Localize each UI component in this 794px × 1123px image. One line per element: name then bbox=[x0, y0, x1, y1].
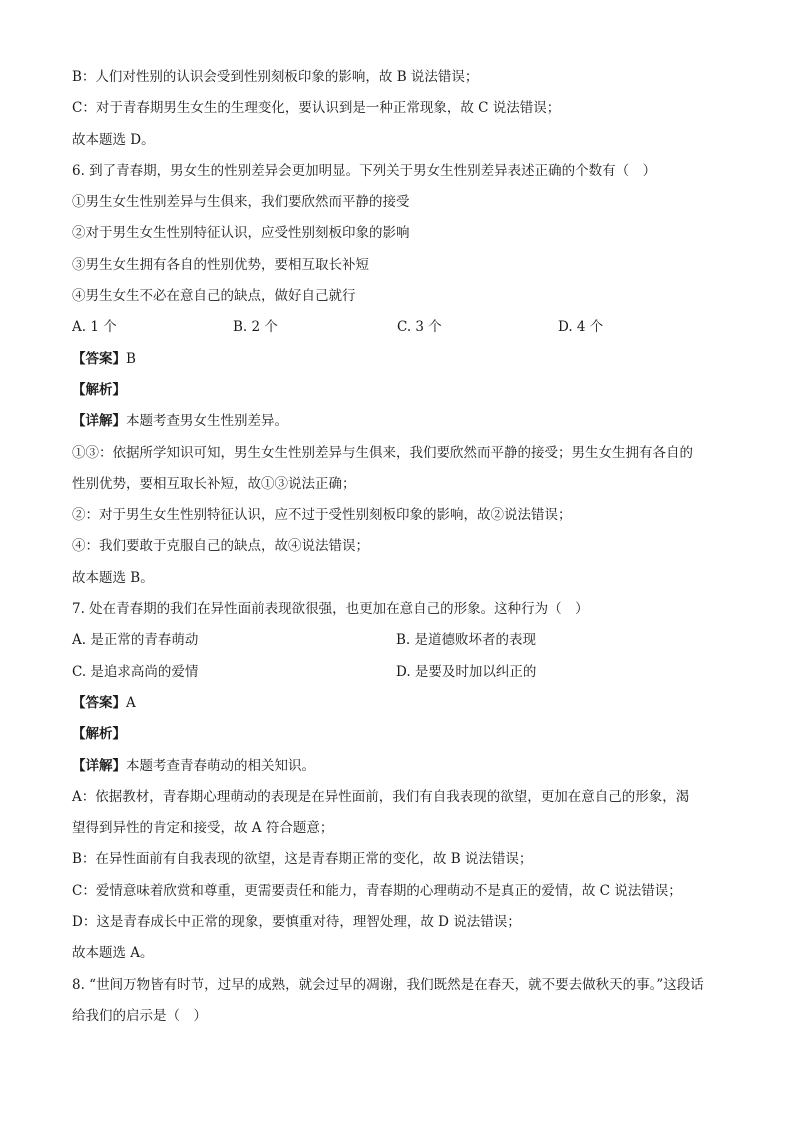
prev-explanation-c: C：对于青春期男生女生的生理变化，要认识到是一种正常现象，故 C 说法错误； bbox=[72, 100, 561, 117]
q7-stem: 7. 处在青春期的我们在异性面前表现欲很强，也更加在意自己的形象。这种行为（ ） bbox=[72, 601, 589, 618]
q7-answer bbox=[72, 688, 732, 719]
q7-detail-text: 本题考查青春萌动的相关知识。 bbox=[126, 757, 315, 774]
q6-option-a: A. 1 个 bbox=[72, 319, 117, 336]
q6-answer-value: B bbox=[126, 350, 136, 367]
q6-statement-1: ①男生女生性别差异与生俱来，我们要欣然而平静的接受 bbox=[72, 194, 410, 211]
q6-explanation-13-line2: 性别优势，要相互取长补短，故①③说法正确； bbox=[72, 475, 356, 492]
q6-detail bbox=[72, 406, 732, 437]
q6-option-b: B. 2 个 bbox=[233, 319, 278, 336]
q7-options-row1 bbox=[72, 625, 732, 656]
q7-option-a: A. 是正常的青春萌动 bbox=[72, 632, 199, 649]
q6-explanation-2: ②：对于男生女生性别特征认识，应不过于受性别刻板印象的影响，故②说法错误； bbox=[72, 507, 572, 524]
q7-explanation-b: B：在异性面前有自我表现的欲望，这是青春期正常的变化，故 B 说法错误； bbox=[72, 851, 533, 868]
q7-conclusion: 故本题选 A。 bbox=[72, 945, 154, 962]
q6-option-c: C. 3 个 bbox=[397, 319, 442, 336]
q7-analysis-label: 【解析】 bbox=[72, 726, 126, 743]
q7-explanation-a-line1: A：依据教材，青春期心理萌动的表现是在异性面前，我们有自我表现的欲望，更加在意自己的形象，渴 bbox=[72, 788, 690, 805]
q7-option-c: C. 是追求高尚的爱情 bbox=[72, 663, 199, 680]
q7-explanation-c: C：爱情意味着欣赏和尊重，更需要责任和能力，青春期的心理萌动不是真正的爱情，故 C 说法错误； bbox=[72, 882, 682, 899]
q6-stem: 6. 到了青春期，男女生的性别差异会更加明显。下列关于男女生性别差异表述正确的个数有（ ） bbox=[72, 162, 657, 179]
prev-conclusion: 故本题选 D。 bbox=[72, 131, 155, 148]
q6-statement-4: ④男生女生不必在意自己的缺点，做好自己就行 bbox=[72, 288, 356, 305]
q7-explanation-d: D：这是青春成长中正常的现象，要慎重对待，理智处理，故 D 说法错误； bbox=[72, 914, 521, 931]
q6-option-d: D. 4 个 bbox=[558, 319, 604, 336]
document-body bbox=[72, 62, 732, 1032]
q6-statement-2: ②对于男生女生性别特征认识，应受性别刻板印象的影响 bbox=[72, 225, 410, 242]
q7-answer-label: 【答案】 bbox=[72, 694, 126, 711]
q6-explanation-4: ④：我们要敢于克服自己的缺点，故④说法错误； bbox=[72, 538, 369, 555]
q6-explanation-13-line1: ①③：依据所学知识可知，男生女生性别差异与生俱来，我们要欣然而平静的接受；男生女生拥有各自的 bbox=[72, 444, 693, 461]
q7-explanation-a-line2: 望得到异性的肯定和接受，故 A 符合题意； bbox=[72, 820, 334, 837]
prev-explanation-b: B：人们对性别的认识会受到性别刻板印象的影响，故 B 说法错误； bbox=[72, 69, 479, 85]
q6-options bbox=[72, 312, 732, 343]
q6-detail-label: 【详解】 bbox=[72, 413, 126, 430]
q7-detail-label: 【详解】 bbox=[72, 757, 126, 774]
q6-answer-label: 【答案】 bbox=[72, 350, 126, 367]
q6-detail-text: 本题考查男女生性别差异。 bbox=[126, 413, 288, 430]
q7-detail bbox=[72, 751, 732, 782]
q6-statement-3: ③男生女生拥有各自的性别优势，要相互取长补短 bbox=[72, 256, 369, 273]
q6-answer bbox=[72, 344, 732, 375]
q7-answer-value: A bbox=[126, 694, 136, 711]
q8-stem-line2: 给我们的启示是（ ） bbox=[72, 1007, 207, 1024]
q7-options-row2 bbox=[72, 657, 732, 688]
q7-option-d: D. 是要及时加以纠正的 bbox=[396, 663, 537, 680]
q6-analysis-label: 【解析】 bbox=[72, 381, 126, 398]
q8-stem-line1: 8. “世间万物皆有时节，过早的成熟，就会过早的凋谢，我们既然是在春天，就不要去做秋天的事。”这段话 bbox=[72, 976, 704, 993]
q7-option-b: B. 是道德败坏者的表现 bbox=[396, 632, 537, 649]
q6-conclusion: 故本题选 B。 bbox=[72, 569, 154, 586]
